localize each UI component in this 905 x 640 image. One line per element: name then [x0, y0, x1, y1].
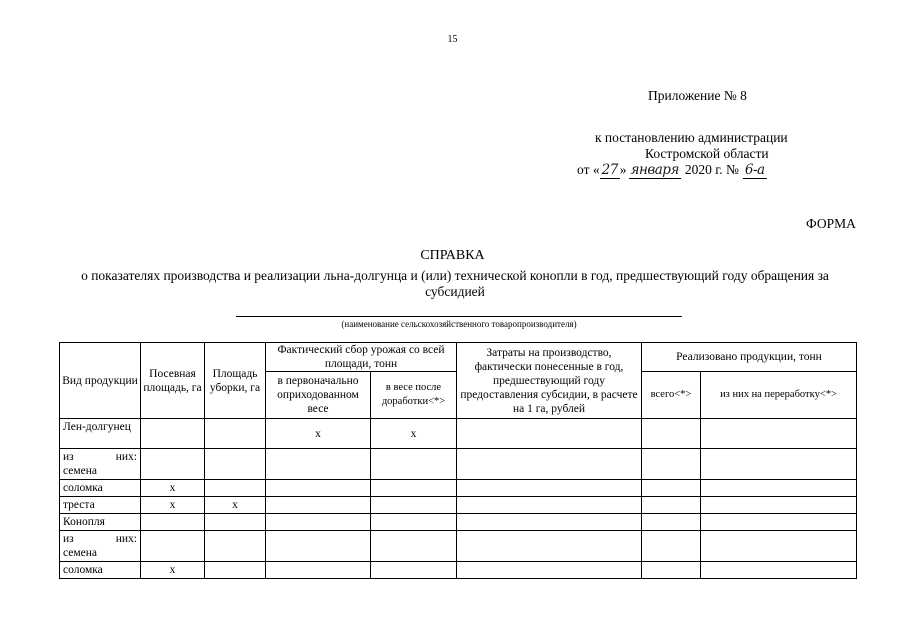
cell-sold-total	[642, 514, 701, 531]
cell-costs	[457, 514, 642, 531]
decree-month-handwritten: января	[630, 162, 679, 178]
decree-quote-close: »	[619, 162, 627, 177]
row-name-part: них:	[115, 451, 137, 463]
cell-after	[371, 514, 457, 531]
cell-sold-processing	[701, 419, 857, 449]
cell-harvest	[205, 514, 266, 531]
cell-harvest	[205, 480, 266, 497]
cell-initial	[266, 562, 371, 579]
row-name-part: семена	[63, 465, 97, 477]
cell-sold-total	[642, 497, 701, 514]
cell-sown	[141, 514, 205, 531]
producer-caption: (наименование сельскохозяйственного товаропроизводителя)	[341, 319, 577, 329]
cell-sown	[141, 449, 205, 480]
row-product-name: треста	[60, 497, 141, 514]
decree-date-line	[577, 162, 767, 179]
table-row	[60, 480, 857, 497]
cell-after: x	[371, 419, 457, 449]
row-product-name	[60, 449, 141, 480]
cell-sold-processing	[701, 562, 857, 579]
decree-year: 2020 г. №	[684, 162, 739, 177]
header-after-processing: в весе после доработки<*>	[371, 372, 457, 419]
cell-costs	[457, 531, 642, 562]
header-sold-for-processing: из них на переработку<*>	[701, 372, 857, 419]
cell-costs	[457, 480, 642, 497]
row-product-name: соломка	[60, 480, 141, 497]
cell-sold-processing	[701, 531, 857, 562]
cell-harvest	[205, 562, 266, 579]
decree-number-handwritten: 6-а	[744, 162, 765, 178]
row-name-part: из	[63, 451, 74, 463]
decree-line-2: Костромской области	[645, 146, 769, 161]
cell-initial	[266, 497, 371, 514]
appendix-label: Приложение № 8	[648, 88, 747, 103]
table-row	[60, 562, 857, 579]
header-harvest-area: Площадь уборки, га	[205, 343, 266, 419]
cell-harvest	[205, 419, 266, 449]
cell-after	[371, 562, 457, 579]
cell-harvest: x	[205, 497, 266, 514]
cell-after	[371, 480, 457, 497]
document-subtitle: о показателях производства и реализации льна-долгунца и (или) технической конопли в год, предшествующий году обращения за субсидией	[81, 268, 829, 299]
row-product-name: Лен-долгунец	[60, 419, 141, 449]
report-table	[59, 342, 857, 579]
cell-sown: x	[141, 562, 205, 579]
table-row	[60, 449, 857, 480]
cell-costs	[457, 497, 642, 514]
cell-sown	[141, 531, 205, 562]
cell-harvest	[205, 449, 266, 480]
row-name-part: из	[63, 533, 74, 545]
cell-sold-total	[642, 562, 701, 579]
cell-sold-total	[642, 480, 701, 497]
decree-from-prefix: от «	[577, 162, 600, 177]
decree-line-1: к постановлению администрации	[595, 130, 788, 145]
cell-after	[371, 497, 457, 514]
cell-sold-processing	[701, 497, 857, 514]
header-sown-area: Посевная площадь, га	[141, 343, 205, 419]
form-label: ФОРМА	[806, 216, 856, 231]
cell-initial	[266, 449, 371, 480]
producer-name-line	[236, 316, 682, 317]
header-costs: Затраты на производство, фактически понесенные в год, предшествующий году предоставления субсидии, в расчете на 1 га, рублей	[457, 343, 642, 419]
decree-day-handwritten: 27	[601, 162, 618, 178]
cell-initial	[266, 514, 371, 531]
table-row	[60, 514, 857, 531]
cell-sold-processing	[701, 480, 857, 497]
header-actual-harvest: Фактический сбор урожая со всей площади, тонн	[266, 343, 457, 372]
cell-after	[371, 449, 457, 480]
cell-sold-total	[642, 449, 701, 480]
table-row	[60, 531, 857, 562]
row-product-name	[60, 531, 141, 562]
document-title: СПРАВКА	[420, 248, 485, 263]
header-sold-total: всего<*>	[642, 372, 701, 419]
cell-sown: x	[141, 480, 205, 497]
cell-sold-processing	[701, 449, 857, 480]
cell-after	[371, 531, 457, 562]
cell-costs	[457, 449, 642, 480]
header-sold: Реализовано продукции, тонн	[642, 343, 857, 372]
cell-costs	[457, 562, 642, 579]
cell-sown: x	[141, 497, 205, 514]
row-name-part: них:	[115, 533, 137, 545]
cell-costs	[457, 419, 642, 449]
cell-initial: x	[266, 419, 371, 449]
cell-sold-total	[642, 531, 701, 562]
row-product-name: Конопля	[60, 514, 141, 531]
cell-harvest	[205, 531, 266, 562]
table-row	[60, 419, 857, 449]
cell-sold-total	[642, 419, 701, 449]
cell-sown	[141, 419, 205, 449]
row-product-name: соломка	[60, 562, 141, 579]
row-name-part: семена	[63, 547, 97, 559]
cell-initial	[266, 531, 371, 562]
cell-sold-processing	[701, 514, 857, 531]
header-product-type: Вид продукции	[60, 343, 141, 419]
page-number: 15	[447, 34, 458, 45]
table-row	[60, 497, 857, 514]
header-initial-weight: в первоначально оприходованном весе	[266, 372, 371, 419]
cell-initial	[266, 480, 371, 497]
